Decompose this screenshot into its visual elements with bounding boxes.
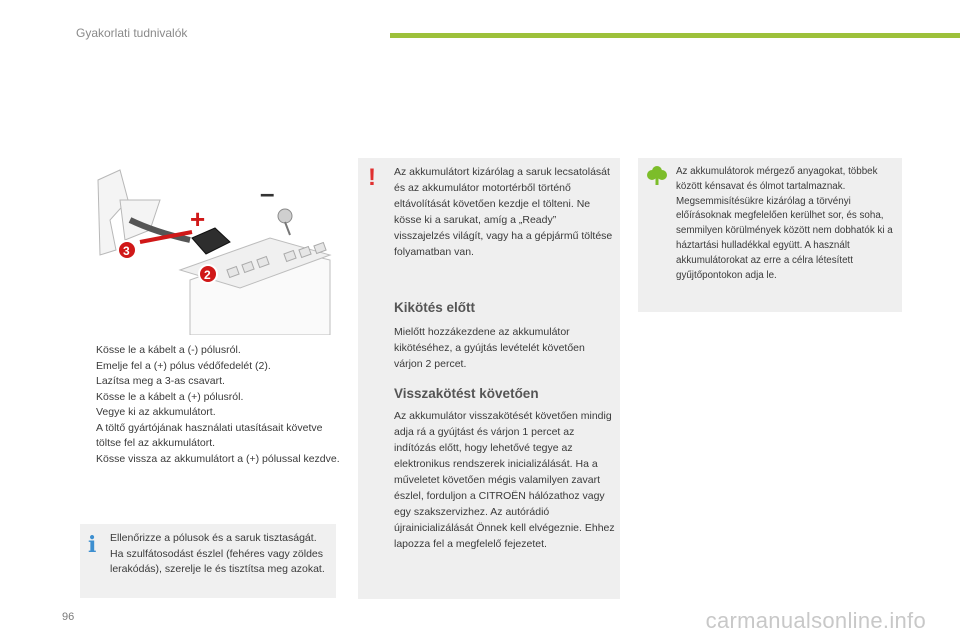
negative-cable (285, 222, 290, 235)
watermark: carmanualsonline.info (705, 608, 926, 633)
page-number: 96 (62, 611, 75, 623)
page-header-title: Gyakorlati tudnivalók (76, 26, 188, 40)
step-item: Lazítsa meg a 3-as csavart. (96, 375, 225, 387)
tree-eco-icon (646, 164, 668, 186)
environment-text: Az akkumulátorok mérgező anyagokat, többek között kénsavat és ólmot tartalmaznak. Megsemmisítésükre kizárólag a törvényi előírásoknak megfelelően kerülhet sor, és soha, semmilyen körülmények között nem dobhatók ki a háztartási hulladékkal együtt. A használt akkumulátorokat az erre a célra létesített gyűjtőpontokon adja le. (676, 166, 893, 281)
step-item: A töltő gyártójának használati utasításait követve töltse fel az akkumulátort. (96, 421, 323, 449)
environment-box (638, 158, 902, 312)
plus-sign: + (190, 204, 206, 234)
battery-bracket-2 (120, 200, 160, 240)
step-item: Vegye ki az akkumulátort. (96, 406, 216, 418)
callout-3-label: 3 (123, 244, 130, 258)
step-item: Kösse vissza az akkumulátort a (+) pólussal kezdve. (96, 452, 340, 465)
negative-terminal (278, 209, 292, 223)
step-item: Kösse le a kábelt a (-) pólusról. (96, 344, 241, 356)
section-title-before-disconnect: Kikötés előtt (394, 300, 476, 315)
info-box (80, 524, 336, 598)
section-title-after-reconnect: Visszakötést követően (394, 386, 539, 401)
steps-list (80, 343, 340, 467)
info-text: Ellenőrizze a pólusok és a saruk tisztaságát. Ha szulfátosodást észlel (fehéres vagy zöldes lerakódás), szerelje le és tisztítsa meg azokat. (110, 532, 325, 575)
step-item: Kösse le a kábelt a (+) pólusról. (96, 390, 244, 403)
callout-2-label: 2 (204, 268, 211, 282)
battery-illustration (80, 160, 338, 335)
header-accent-bar (390, 33, 960, 38)
middle-warning-box (358, 158, 620, 599)
warning-text: Az akkumulátort kizárólag a saruk lecsatolását és az akkumulátor motortérből történő eltávolítását követően kezdje el tölteni. Ne kösse ki a sarukat, amíg a „Ready” visszajelzés világít, vagy ha a gépjármű töltése folyamatban van. (394, 166, 613, 258)
section-text-before-disconnect: Mielőtt hozzákezdene az akkumulátor kikötéséhez, a gyújtás levételét követően várjon 2 percet. (394, 326, 585, 370)
info-icon: i (88, 532, 97, 558)
warning-exclamation-icon: ! (368, 164, 376, 191)
step-item: Emelje fel a (+) pólus védőfedelét (2). (96, 359, 271, 372)
minus-sign: – (260, 178, 275, 208)
section-text-after-reconnect: Az akkumulátor visszakötését követően mindig adja rá a gyújtást és várjon 1 percet az indítózás előtt, hogy lehetővé tegye az elektronikus rendszerek inicializálását. Ha a műveletet követően mégis valamilyen zavart észlel, forduljon a CITROËN hálózathoz vagy egy szakszervizhez. Az autórádió újrainicializálását Önnek kell elvégeznie. Ehhez lapozza fel a megfelelő fejezetet. (394, 410, 615, 550)
